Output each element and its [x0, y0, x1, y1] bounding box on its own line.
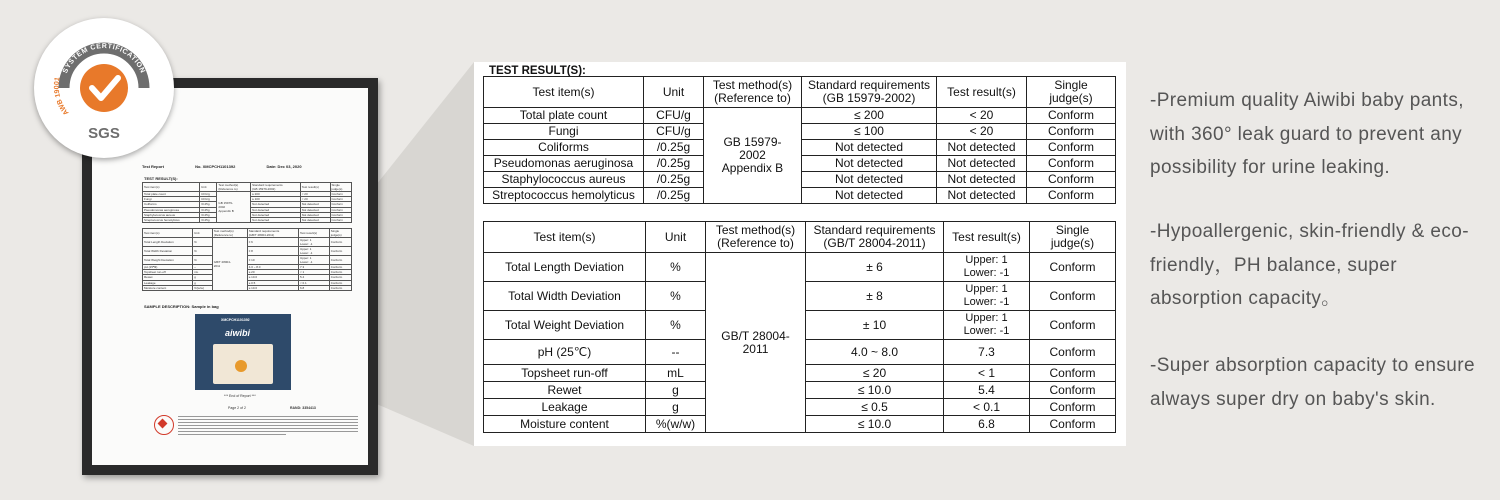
cell-judge: Conform — [1030, 365, 1116, 382]
cell-judge: Conform — [1030, 382, 1116, 399]
mini-cell: ± 8 — [247, 247, 298, 256]
cell-judge: Conform — [1027, 140, 1116, 156]
mini-cell: /0.25g — [200, 207, 217, 212]
cell-unit: /0.25g — [644, 188, 704, 204]
cell-test-method: GB/T 28004- 2011 — [706, 253, 806, 433]
mini-cell: 5.4 — [298, 275, 329, 280]
product-photo: XMCPCH1101392 aiwibi — [195, 314, 291, 390]
cell-test-method: GB 15979- 2002 Appendix B — [704, 108, 802, 204]
cell-test-item: Coliforms — [484, 140, 644, 156]
cell-standard: Not detected — [802, 172, 937, 188]
mini-cell: Test item(s) — [143, 183, 200, 192]
cell-unit: % — [646, 282, 706, 311]
mini-table-physical — [142, 228, 352, 291]
cell-unit: % — [646, 311, 706, 340]
mini-cell: Coliforms — [143, 202, 200, 207]
mini-cell: Conform — [329, 238, 351, 247]
seal-ring-text: SYSTEM CERTIFICATION — [61, 42, 147, 75]
cell-unit: %(w/w) — [646, 416, 706, 433]
cell-standard: Not detected — [802, 156, 937, 172]
cell-test-item: Total Width Deviation — [484, 282, 646, 311]
seal-badge — [80, 64, 128, 112]
mini-cell: Topsheet run-off — [143, 270, 193, 275]
column-header: Test item(s) — [484, 77, 644, 108]
mini-row — [143, 285, 352, 290]
column-header: Single judge(s) — [1030, 222, 1116, 253]
column-header: Test result(s) — [944, 222, 1030, 253]
seal-side-text: AWB 19001 — [53, 76, 71, 117]
mini-cell: Leakage — [143, 280, 193, 285]
cell-standard: ≤ 20 — [806, 365, 944, 382]
feature-text: -Super absorption capacity to ensure always super dry on baby's skin. — [1150, 355, 1475, 410]
cell-test-item: Fungi — [484, 124, 644, 140]
column-header: Test method(s) (Reference to) — [704, 77, 802, 108]
cell-standard: Not detected — [802, 140, 937, 156]
mini-cell: Conform — [330, 207, 352, 212]
cell-test-item: Total Length Deviation — [484, 253, 646, 282]
mini-cell: Not detected — [251, 207, 301, 212]
cell-unit: -- — [646, 340, 706, 365]
mini-cell: Conform — [330, 202, 352, 207]
cell-test-item: Moisture content — [484, 416, 646, 433]
sgs-seal-graphic — [34, 18, 174, 158]
mini-cell: /0.25g — [200, 202, 217, 207]
mini-end-of-report: *** End of Report *** — [224, 394, 256, 398]
mini-cell: Not detected — [251, 212, 301, 217]
cell-result: Not detected — [937, 140, 1027, 156]
table-row — [484, 253, 1116, 282]
mini-cell: Standard requirements (GB/T 28004-2011) — [247, 229, 298, 238]
column-header: Unit — [646, 222, 706, 253]
cell-unit: mL — [646, 365, 706, 382]
mini-cell: Not detected — [300, 202, 330, 207]
cell-result: Not detected — [937, 156, 1027, 172]
cell-judge: Conform — [1030, 253, 1116, 282]
mini-cell: Not detected — [300, 217, 330, 222]
mini-cell: Not detected — [300, 212, 330, 217]
mini-cell: g — [193, 275, 213, 280]
mini-row — [143, 247, 352, 256]
mini-cell: ≤ 200 — [251, 192, 301, 197]
column-header: Unit — [644, 77, 704, 108]
mini-cell: Standard requirements (GB 15979-2002) — [251, 183, 301, 192]
mini-cell: Conform — [330, 197, 352, 202]
mini-cell: 4.0 ~ 8.0 — [247, 265, 298, 270]
test-results-panel — [474, 62, 1126, 446]
mini-report-header: Test Report No. XMCPCH1101392 Date: Dec 03, 2020 — [142, 164, 302, 169]
mini-cell: Rewet — [143, 275, 193, 280]
mini-cell: Conform — [329, 285, 351, 290]
sgs-seal — [34, 18, 174, 158]
cell-result: 5.4 — [944, 382, 1030, 399]
mini-cell: Staphylococcus aureus — [143, 212, 200, 217]
mini-cell: % — [193, 247, 213, 256]
mini-cell: < 0.1 — [298, 280, 329, 285]
cell-unit: CFU/g — [644, 108, 704, 124]
mini-cell: mL — [193, 270, 213, 275]
mini-cell: Total Length Deviation — [143, 238, 193, 247]
mini-cell: /0.25g — [200, 217, 217, 222]
cell-judge: Conform — [1027, 172, 1116, 188]
mini-cell: /0.25g — [200, 212, 217, 217]
mini-cell: Test method(s) (Reference to) — [217, 183, 251, 192]
mini-table-microbial — [142, 182, 352, 223]
column-header: Single judge(s) — [1027, 77, 1116, 108]
mini-cell: Moisture content — [143, 285, 193, 290]
cell-unit: /0.25g — [644, 140, 704, 156]
mini-cell: ± 10 — [247, 256, 298, 265]
mini-cell: ≤ 10.0 — [247, 285, 298, 290]
mini-cell: Fungi — [143, 197, 200, 202]
mini-cell: Not detected — [300, 207, 330, 212]
mini-cell: Conform — [329, 270, 351, 275]
mini-cell: Upper: 1 Lower: -1 — [298, 247, 329, 256]
mini-cell: Test result(s) — [298, 229, 329, 238]
cell-unit: CFU/g — [644, 124, 704, 140]
table-row — [484, 108, 1116, 124]
cell-result: Upper: 1 Lower: -1 — [944, 311, 1030, 340]
mini-cell: ≤ 0.5 — [247, 280, 298, 285]
cell-result: 6.8 — [944, 416, 1030, 433]
physical-results-table — [483, 221, 1116, 433]
cell-standard: ≤ 10.0 — [806, 382, 944, 399]
mini-cell: Conform — [330, 192, 352, 197]
mini-cell: Conform — [329, 256, 351, 265]
mini-cell: Conform — [329, 247, 351, 256]
cell-result: < 1 — [944, 365, 1030, 382]
microbial-results-table — [483, 76, 1116, 204]
mini-cell: Total Weight Deviation — [143, 256, 193, 265]
mini-cell: ± 6 — [247, 238, 298, 247]
cell-result: < 20 — [937, 124, 1027, 140]
cell-unit: % — [646, 253, 706, 282]
mini-cell: Upper: 1 Lower: -1 — [298, 256, 329, 265]
cell-result: < 0.1 — [944, 399, 1030, 416]
mini-cell: Unit — [200, 183, 217, 192]
cell-judge: Conform — [1027, 156, 1116, 172]
mini-cell: Conform — [329, 275, 351, 280]
mini-results-label: TEST RESULT(S): — [144, 176, 178, 181]
mini-cell: Single judge(s) — [329, 229, 351, 238]
mini-cell: < 20 — [300, 197, 330, 202]
mini-cell: ≤ 10.0 — [247, 275, 298, 280]
cell-standard: ≤ 0.5 — [806, 399, 944, 416]
mini-cell: GB/T 28004- 2011 — [212, 238, 247, 291]
cell-standard: ≤ 100 — [802, 124, 937, 140]
mini-fineprint — [178, 416, 358, 437]
cell-judge: Conform — [1027, 124, 1116, 140]
cell-unit: g — [646, 382, 706, 399]
column-header: Standard requirements (GB 15979-2002) — [802, 77, 937, 108]
mini-cell: Pseudomonas aeruginosa — [143, 207, 200, 212]
mini-cell: Upper: 1 Lower: -1 — [298, 238, 329, 247]
cell-test-item: Total plate count — [484, 108, 644, 124]
cell-standard: 4.0 ~ 8.0 — [806, 340, 944, 365]
cell-judge: Conform — [1030, 399, 1116, 416]
mini-cell: ≤ 100 — [251, 197, 301, 202]
table-header-row — [484, 77, 1116, 108]
column-header: Test method(s) (Reference to) — [706, 222, 806, 253]
mini-cell: Single judge(s) — [330, 183, 352, 192]
red-stamp — [154, 415, 174, 435]
mini-header-row — [143, 229, 352, 238]
mini-cell: Test result(s) — [300, 183, 330, 192]
column-header: Test item(s) — [484, 222, 646, 253]
mini-cell: Total plate count — [143, 192, 200, 197]
cell-judge: Conform — [1027, 108, 1116, 124]
mini-page-number: Page 2 of 2 — [228, 406, 246, 410]
feature-text: -Premium quality Aiwibi baby pants, with 360° leak guard to prevent any possibility for urine leaking. — [1150, 90, 1464, 178]
mini-cell: Total Width Deviation — [143, 247, 193, 256]
mini-cell: Conform — [330, 217, 352, 222]
cell-standard: ≤ 200 — [802, 108, 937, 124]
seal-brand: SGS — [88, 125, 120, 142]
mini-cell: Conform — [329, 280, 351, 285]
cell-test-item: Staphylococcus aureus — [484, 172, 644, 188]
cell-standard: ± 6 — [806, 253, 944, 282]
cell-unit: g — [646, 399, 706, 416]
test-results-title: TEST RESULT(S): — [489, 65, 586, 77]
mini-cell: Conform — [329, 265, 351, 270]
column-header: Standard requirements (GB/T 28004-2011) — [806, 222, 944, 253]
mini-cell: < 20 — [300, 192, 330, 197]
mini-cell: % — [193, 238, 213, 247]
mini-cell: Test method(s) (Reference to) — [212, 229, 247, 238]
cell-test-item: Rewet — [484, 382, 646, 399]
mini-cell: pH (25℃) — [143, 265, 193, 270]
mini-cell: Streptococcus hemolyticus — [143, 217, 200, 222]
mini-cell: GB 15979- 2002 Appendix B — [217, 192, 251, 223]
cell-result: Not detected — [937, 172, 1027, 188]
cell-unit: /0.25g — [644, 156, 704, 172]
cell-test-item: Streptococcus hemolyticus — [484, 188, 644, 204]
cell-test-item: Pseudomonas aeruginosa — [484, 156, 644, 172]
cell-unit: /0.25g — [644, 172, 704, 188]
mini-cell: ≤ 20 — [247, 270, 298, 275]
cell-result: 7.3 — [944, 340, 1030, 365]
cell-test-item: pH (25℃) — [484, 340, 646, 365]
product-mascot — [235, 360, 247, 372]
product-brand: aiwibi — [225, 328, 251, 338]
table-header-row — [484, 222, 1116, 253]
mini-header-row — [143, 183, 352, 192]
mini-cell: CFU/g — [200, 197, 217, 202]
cell-judge: Conform — [1030, 282, 1116, 311]
cell-judge: Conform — [1030, 340, 1116, 365]
cell-standard: ≤ 10.0 — [806, 416, 944, 433]
mini-cell: Conform — [330, 212, 352, 217]
cell-judge: Conform — [1030, 311, 1116, 340]
feature-text: -Hypoallergenic, skin-friendly & eco-friendly，PH balance, super absorption capacity。 — [1150, 221, 1469, 309]
mini-row — [143, 256, 352, 265]
mini-cell: g — [193, 280, 213, 285]
mini-cell: %(w/w) — [193, 285, 213, 290]
mini-cell: % — [193, 256, 213, 265]
cell-result: Upper: 1 Lower: -1 — [944, 253, 1030, 282]
cell-result: Not detected — [937, 188, 1027, 204]
cell-result: Upper: 1 Lower: -1 — [944, 282, 1030, 311]
cell-result: < 20 — [937, 108, 1027, 124]
mini-cell: 7.3 — [298, 265, 329, 270]
cell-test-item: Topsheet run-off — [484, 365, 646, 382]
cell-standard: ± 10 — [806, 311, 944, 340]
cell-judge: Conform — [1030, 416, 1116, 433]
mini-cell: Not detected — [251, 217, 301, 222]
mini-cell: < 1 — [298, 270, 329, 275]
mini-cell: 6.8 — [298, 285, 329, 290]
cell-standard: ± 8 — [806, 282, 944, 311]
cell-test-item: Leakage — [484, 399, 646, 416]
cell-test-item: Total Weight Deviation — [484, 311, 646, 340]
mini-cell: -- — [193, 265, 213, 270]
cell-judge: Conform — [1027, 188, 1116, 204]
mini-cell: Test item(s) — [143, 229, 193, 238]
mini-cell: CFU/g — [200, 192, 217, 197]
mini-sample-description: SAMPLE DESCRIPTION: Sample in bag — [144, 304, 219, 309]
mini-rand: RAND: 3354413 — [290, 406, 316, 410]
mini-cell: Not detected — [251, 202, 301, 207]
cell-standard: Not detected — [802, 188, 937, 204]
column-header: Test result(s) — [937, 77, 1027, 108]
mini-cell: Unit — [193, 229, 213, 238]
mini-row — [143, 238, 352, 247]
